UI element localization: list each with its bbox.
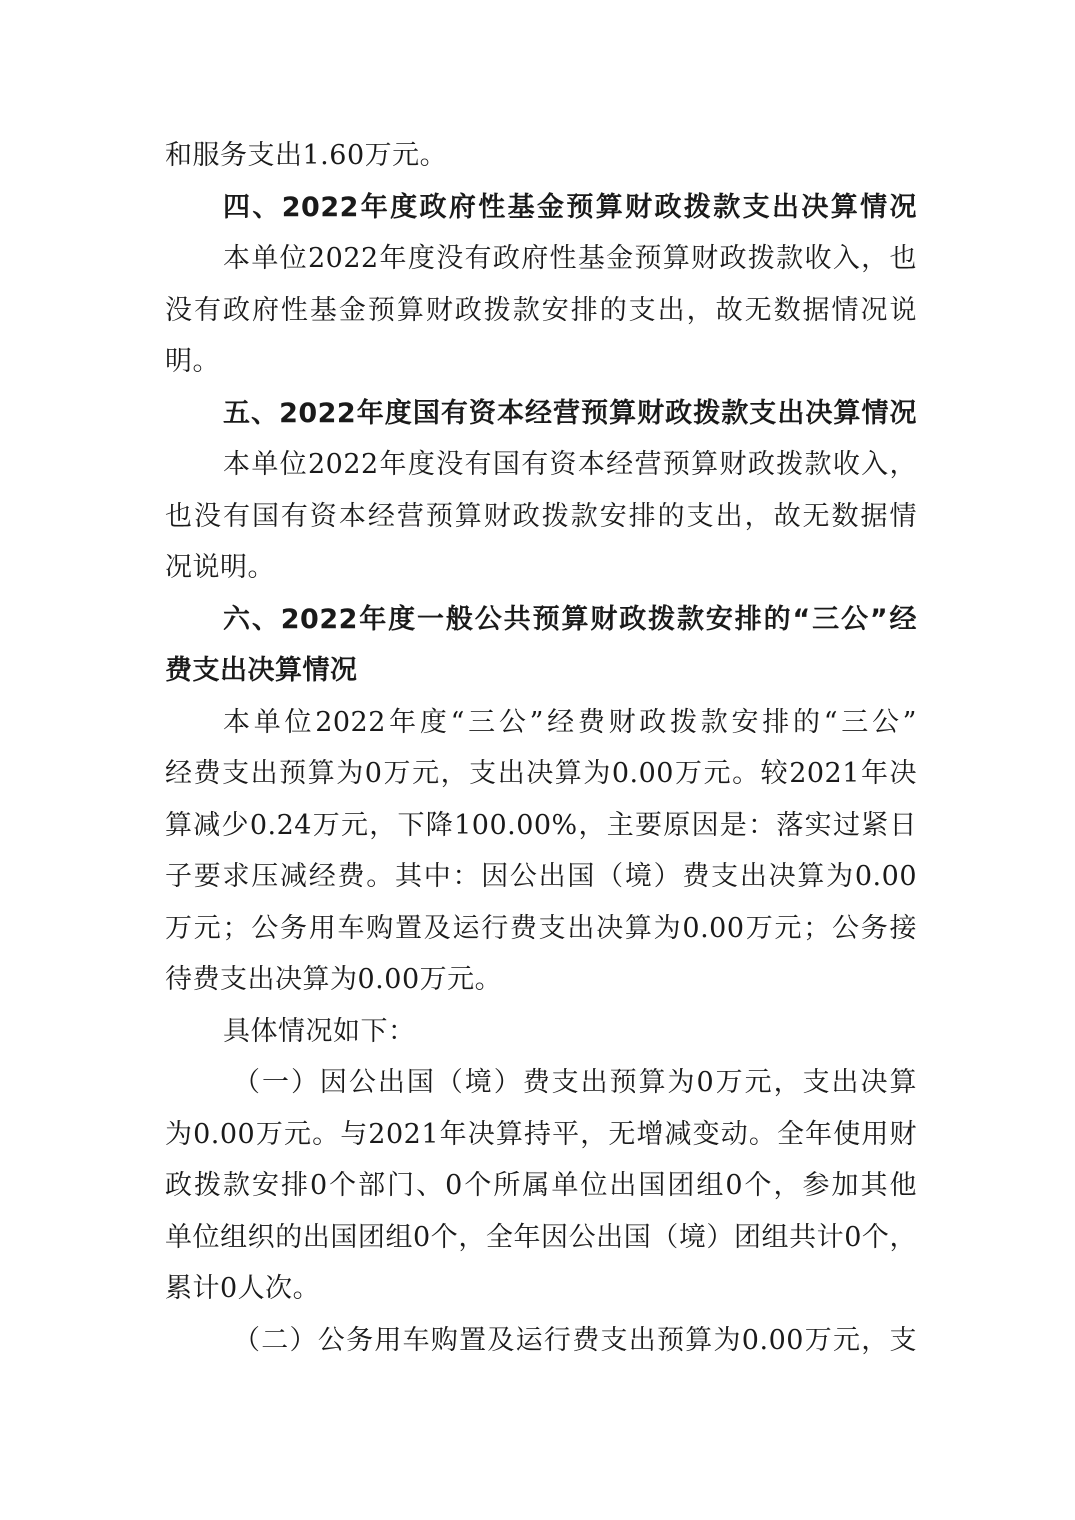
paragraph-line: 万元；公务用车购置及运行费支出决算为0.00万元；公务接 [165,912,917,944]
paragraph-line: 待费支出决算为0.00万元。 [165,964,503,995]
section-heading-4: 四、2022年度政府性基金预算财政拨款支出决算情况 [223,191,917,223]
paragraph-line: 况说明。 [165,552,275,583]
section-heading-5: 五、2022年度国有资本经营预算财政拨款支出决算情况 [223,397,917,429]
section-heading-6: 六、2022年度一般公共预算财政拨款安排的“三公”经 [223,603,917,635]
paragraph-line: 子要求压减经费。其中：因公出国（境）费支出决算为0.00 [165,861,917,892]
paragraph-line: 具体情况如下： [223,1015,416,1047]
paragraph-line: 经费支出预算为0万元，支出决算为0.00万元。较2021年决 [165,758,917,789]
section-heading-6-cont: 费支出决算情况 [165,655,358,686]
paragraph-line: 单位组织的出国团组0个，全年因公出国（境）团组共计0个， [165,1221,917,1253]
paragraph-line: （一）因公出国（境）费支出预算为0万元，支出决算 [233,1067,917,1098]
paragraph-line: 政拨款安排0个部门、0个所属单位出国团组0个，参加其他 [165,1170,917,1201]
paragraph-line: 和服务支出1.60万元。 [165,140,448,171]
paragraph-line: 本单位2022年度没有国有资本经营预算财政拨款收入， [223,449,917,480]
paragraph-line: 本单位2022年度“三公”经费财政拨款安排的“三公” [223,706,917,738]
paragraph-line: 没有政府性基金预算财政拨款安排的支出，故无数据情况说 [165,294,917,326]
document-page [165,130,917,1366]
paragraph-line: 本单位2022年度没有政府性基金预算财政拨款收入，也 [223,243,917,274]
paragraph-line: （二）公务用车购置及运行费支出预算为0.00万元，支 [233,1324,917,1356]
paragraph-line: 明。 [165,346,220,377]
paragraph-line: 算减少0.24万元，下降100.00%，主要原因是：落实过紧日 [165,809,917,841]
paragraph-line: 也没有国有资本经营预算财政拨款安排的支出，故无数据情 [165,500,917,532]
paragraph-line: 为0.00万元。与2021年决算持平，无增减变动。全年使用财 [165,1118,917,1150]
paragraph-line: 累计0人次。 [165,1273,321,1304]
